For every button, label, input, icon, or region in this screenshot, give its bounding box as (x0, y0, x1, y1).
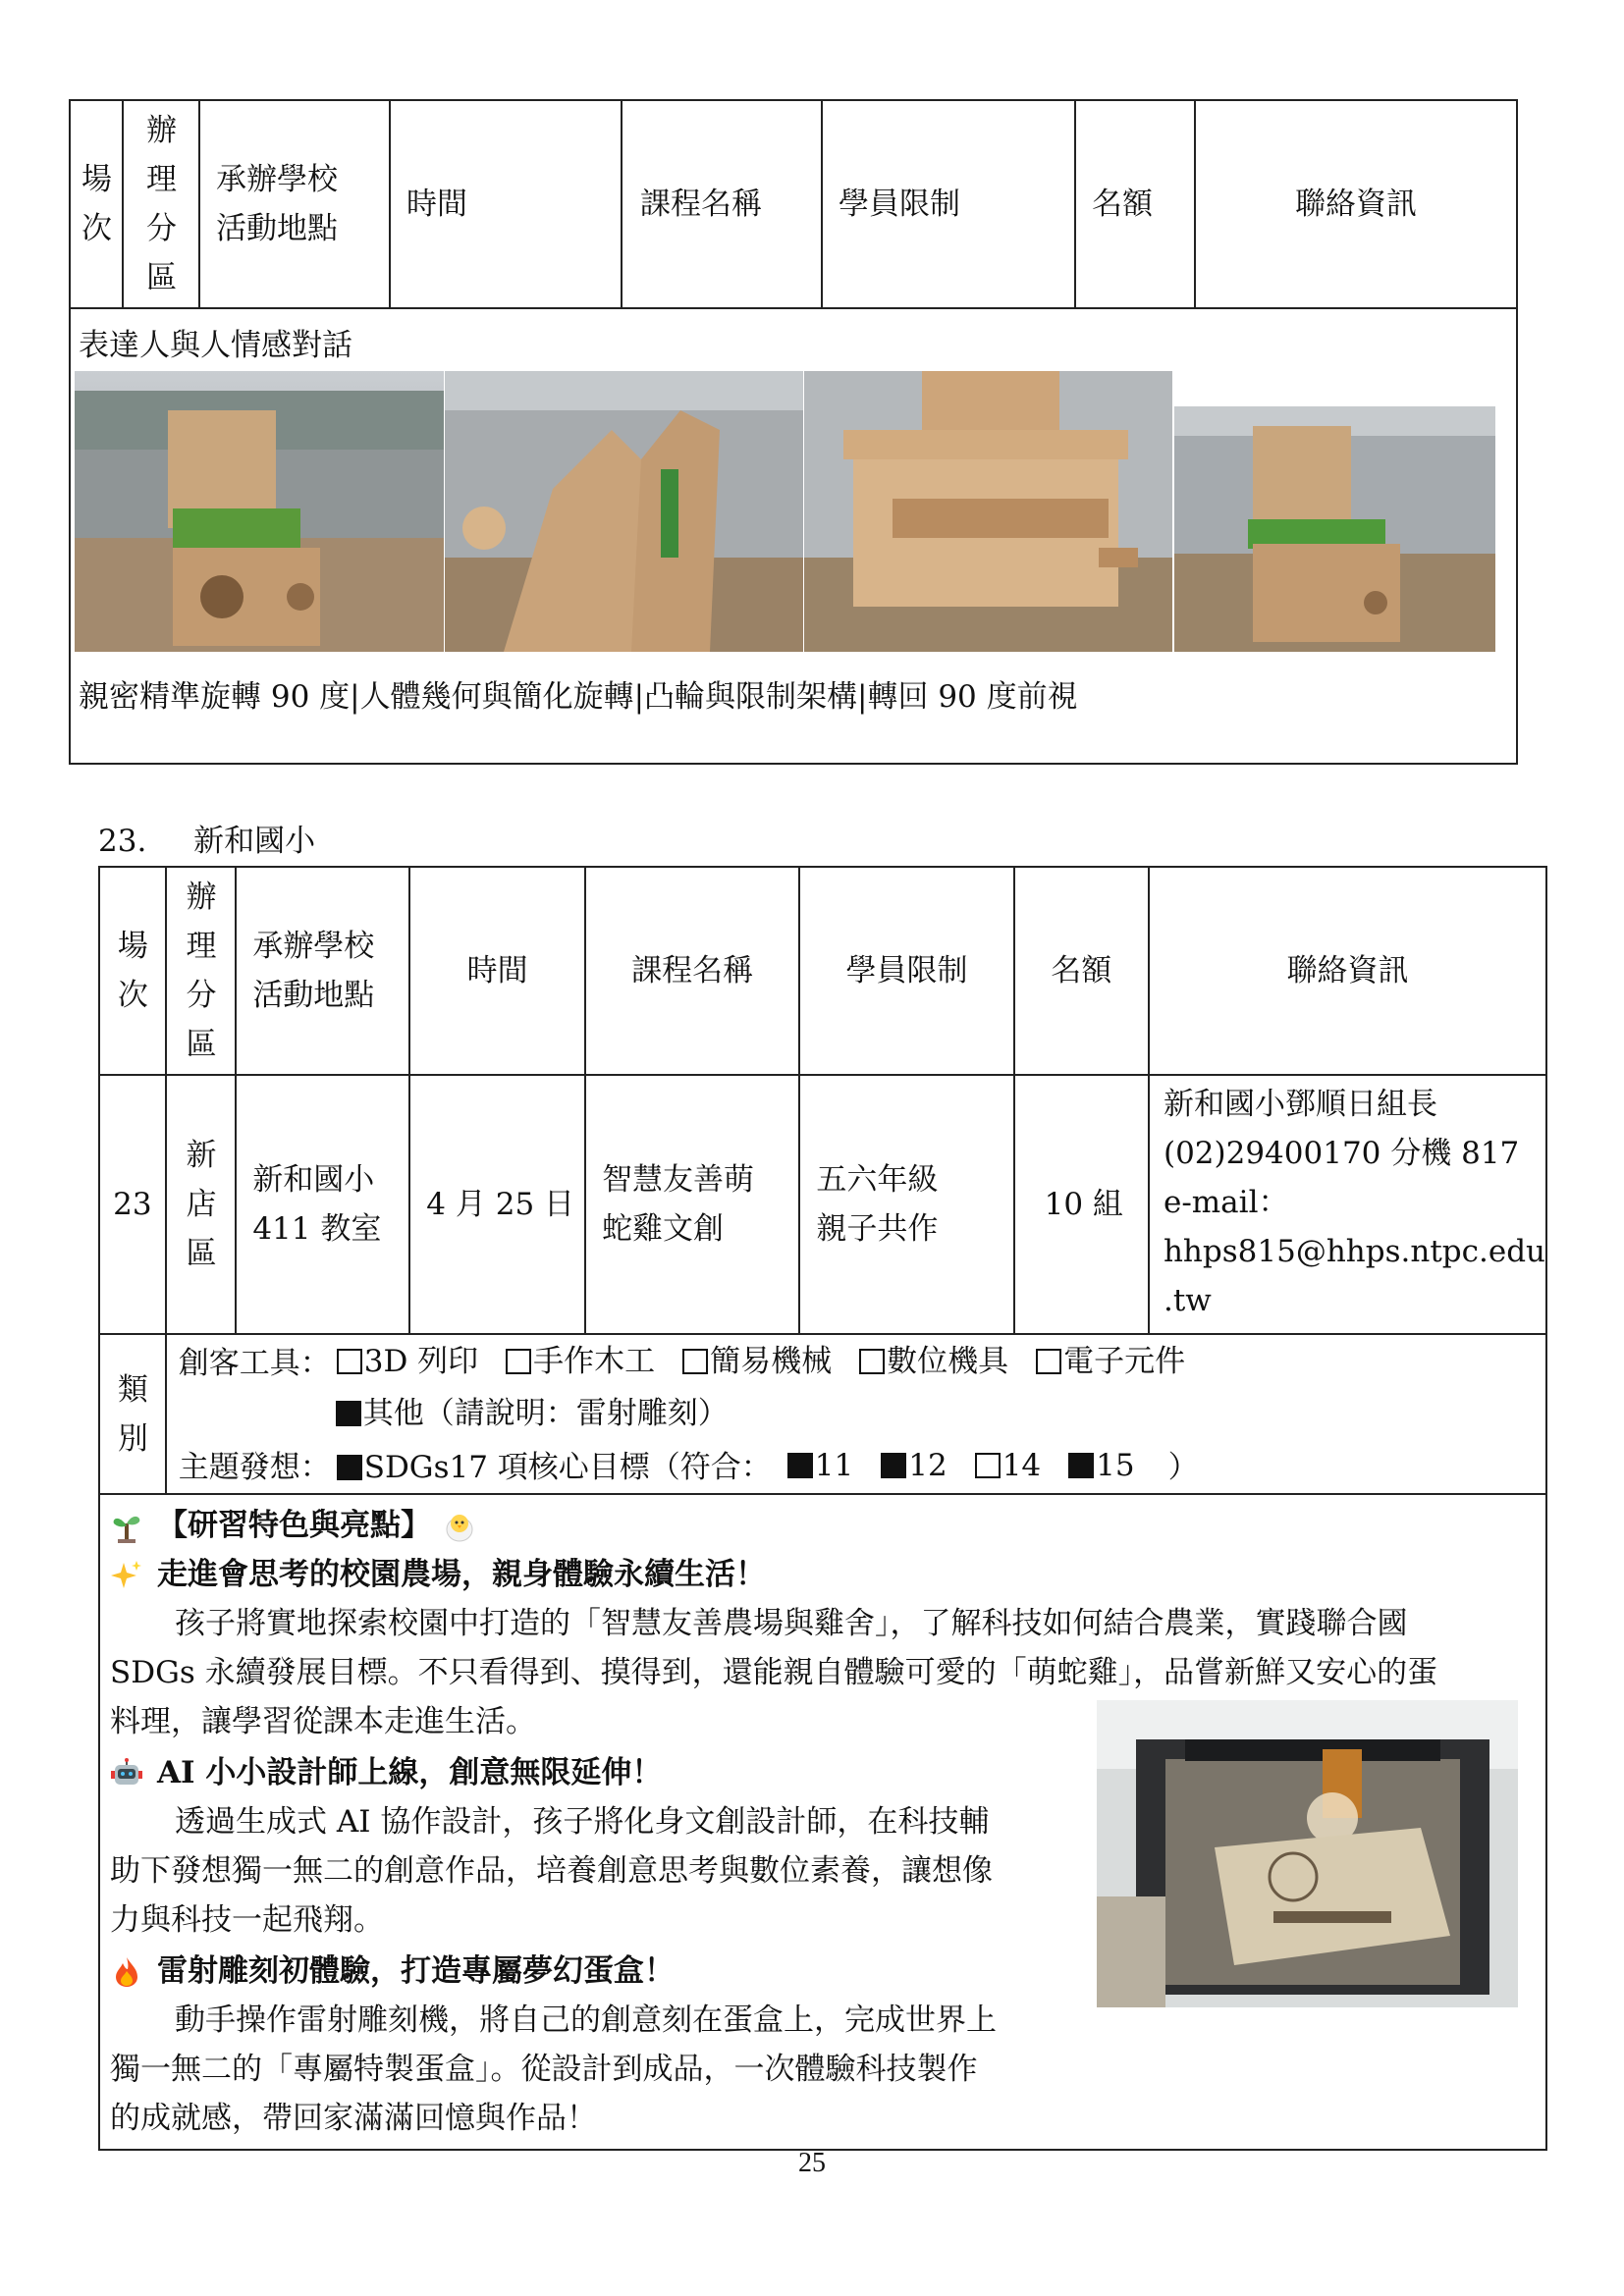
sdg-option-4-label: 15 (1096, 1448, 1135, 1483)
maker-tool-1 (337, 1337, 478, 1386)
sdg-option-3-checkbox (975, 1453, 1001, 1478)
features-heading-row (110, 1501, 1532, 1550)
section-title: 新和國小 (193, 824, 316, 859)
maker-tool-2 (506, 1337, 655, 1386)
sdg-option-3 (975, 1441, 1041, 1490)
header-contact: 聯絡資訊 (1149, 867, 1546, 1075)
automaton-photo-2 (445, 371, 803, 652)
maker-tool-4-checkbox (859, 1349, 885, 1374)
maker-tool-2-checkbox (506, 1349, 531, 1374)
category-label: 類 別 (99, 1334, 166, 1494)
maker-tool-4 (859, 1337, 1008, 1386)
cell-session: 23 (99, 1075, 166, 1334)
contact-name: 新和國小鄧順日組長 (1163, 1087, 1437, 1122)
sdg-checkbox (337, 1455, 362, 1480)
sparkles-icon (110, 1558, 143, 1591)
page-number: 25 (798, 2148, 826, 2178)
laser-engraving-photo (1097, 1700, 1518, 2007)
automaton-photo-3 (804, 371, 1172, 652)
sdg-close: ） (1167, 1449, 1199, 1485)
contact-phone: (02)29400170 分機 817 (1163, 1136, 1520, 1171)
maker-tool-2-label: 手作木工 (533, 1344, 656, 1379)
header-session: 場 次 (99, 867, 166, 1075)
header-limit: 學員限制 (822, 100, 1075, 308)
cell-location: 新和國小 411 教室 (236, 1075, 409, 1334)
header-course: 課程名稱 (585, 867, 799, 1075)
header-quota: 名額 (1014, 867, 1149, 1075)
other-checkbox (336, 1401, 361, 1426)
maker-tool-3-label: 簡易機械 (710, 1344, 833, 1379)
chick-icon (443, 1509, 476, 1542)
maker-tool-1-checkbox (337, 1349, 362, 1374)
category-cell (166, 1334, 1546, 1494)
header-course: 課程名稱 (622, 100, 822, 308)
header-session: 場 次 (70, 100, 123, 308)
header-quota: 名額 (1075, 100, 1195, 308)
sdg-option-2-checkbox (881, 1453, 906, 1478)
theme-label: 主題發想： (178, 1449, 331, 1485)
maker-tools-options (337, 1337, 1213, 1389)
maker-tool-3 (682, 1337, 832, 1386)
contact-email-tail: .tw (1163, 1283, 1212, 1318)
feature-2-line-3: 力與科技一起飛翔。 (110, 1902, 384, 1938)
feature-3-line-2: 獨一無二的「專屬特製蛋盒」。從設計到成品，一次體驗科技製作 (110, 2052, 978, 2087)
feature-1-line-3: 料理，讓學習從課本走進生活。 (110, 1704, 536, 1739)
feature-1-line-2: SDGs 永續發展目標。不只看得到、摸得到，還能親自體驗可愛的「萌蛇雞」，品嘗新鮮又安心的蛋 (110, 1655, 1438, 1690)
description-text: 表達人與人情感對話 (79, 328, 352, 363)
sdg-option-2-label: 12 (908, 1448, 947, 1483)
maker-tool-5-checkbox (1036, 1349, 1061, 1374)
sdg-option-1-checkbox (787, 1453, 813, 1478)
cell-time: 4 月 25 日 (409, 1075, 585, 1334)
feature-3-line-1: 動手操作雷射雕刻機，將自己的創意刻在蛋盒上，完成世界上 (175, 2002, 997, 2038)
sdg-option-1-label: 11 (814, 1448, 854, 1483)
feature-3-title: 雷射雕刻初體驗，打造專屬夢幻蛋盒！ (157, 1953, 675, 1989)
sdg-option-4 (1068, 1441, 1134, 1490)
cell-limit: 五六年級 親子共作 (799, 1075, 1013, 1334)
feature-2-line-2: 助下發想獨一無二的創意作品，培養創意思考與數位素養，讓想像 (110, 1853, 993, 1889)
maker-tools-label: 創客工具： (178, 1345, 331, 1381)
feature-1-title-row (110, 1550, 1532, 1599)
section-number: 23. (98, 824, 147, 859)
feature-1-title: 走進會思考的校園農場，親身體驗永續生活！ (157, 1557, 766, 1592)
header-time: 時間 (390, 100, 622, 308)
feature-1-line-1: 孩子將實地探索校園中打造的「智慧友善農場與雞舍」，了解科技如何結合農業，實踐聯合國 (175, 1606, 1408, 1641)
maker-tool-4-label: 數位機具 (887, 1344, 1009, 1379)
contact-email-label: e-mail： (1163, 1185, 1289, 1220)
maker-tool-5 (1036, 1337, 1185, 1386)
cell-district: 新 店 區 (166, 1075, 237, 1334)
photo-caption: 親密精準旋轉 90 度|人體幾何與簡化旋轉|凸輪與限制架構|轉回 90 度前視 (79, 679, 1078, 715)
maker-tools-row (179, 1337, 1545, 1389)
header-limit: 學員限制 (799, 867, 1013, 1075)
sdg-options (787, 1441, 1163, 1493)
sdg-option-3-label: 14 (1001, 1448, 1042, 1483)
feature-2-title: AI 小小設計師上線，創意無限延伸！ (157, 1755, 663, 1790)
automaton-photo-1 (75, 371, 444, 652)
sdg-option-4-checkbox (1068, 1453, 1094, 1478)
automaton-photo-4 (1174, 406, 1495, 652)
sdg-label: SDGs17 項核心目標（符合： (363, 1449, 772, 1485)
robot-icon (110, 1756, 143, 1789)
header-location: 承辦學校 活動地點 (236, 867, 409, 1075)
section-heading (98, 817, 315, 866)
header-contact: 聯絡資訊 (1195, 100, 1517, 308)
theme-row (179, 1441, 1545, 1493)
cell-contact (1149, 1075, 1546, 1334)
seedling-icon (110, 1509, 143, 1542)
feature-3-line-3: 的成就感，帶回家滿滿回憶與作品！ (110, 2101, 597, 2136)
fire-icon (110, 1954, 143, 1988)
maker-tool-1-label: 3D 列印 (363, 1344, 479, 1379)
header-location: 承辦學校 活動地點 (199, 100, 390, 308)
sdg-option-2 (881, 1441, 947, 1490)
feature-2-line-1: 透過生成式 AI 協作設計，孩子將化身文創設計師，在科技輔 (175, 1804, 990, 1840)
cell-quota: 10 組 (1014, 1075, 1149, 1334)
other-label: 其他（請說明：雷射雕刻） (362, 1396, 729, 1431)
other-row (179, 1389, 1545, 1441)
maker-tool-5-label: 電子元件 (1063, 1344, 1186, 1379)
features-heading: 【研習特色與亮點】 (157, 1508, 431, 1543)
contact-email: hhps815@hhps.ntpc.edu (1163, 1234, 1545, 1269)
header-district: 辦 理 分 區 (123, 100, 199, 308)
cell-course: 智慧友善萌 蛇雞文創 (585, 1075, 799, 1334)
header-time: 時間 (409, 867, 585, 1075)
sdg-option-1 (787, 1441, 853, 1490)
maker-tool-3-checkbox (682, 1349, 708, 1374)
header-district: 辦 理 分 區 (166, 867, 237, 1075)
